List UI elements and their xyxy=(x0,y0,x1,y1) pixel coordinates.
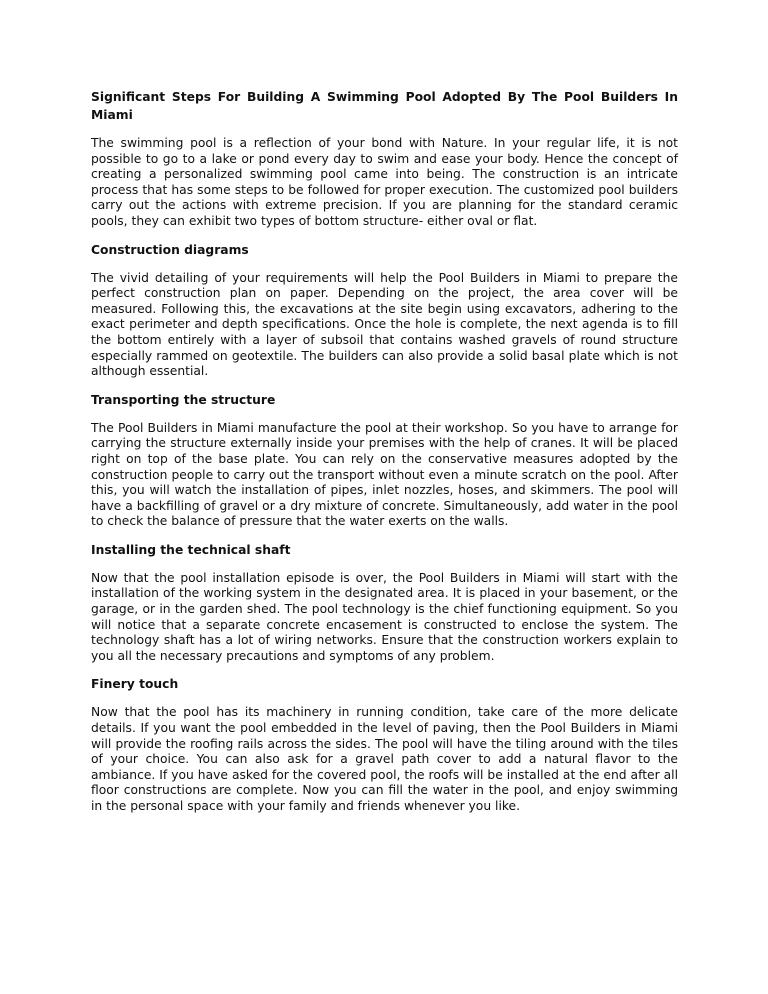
section-heading: Transporting the structure xyxy=(91,392,276,407)
section-finery-touch xyxy=(91,676,678,814)
section-heading: Construction diagrams xyxy=(91,242,249,257)
section-heading: Finery touch xyxy=(91,677,179,692)
section-paragraph: Now that the pool has its machinery in running condition, take care of the more delicate details. If you want the pool embedded in the level of paving, then the Pool Builders in Miami will provide the roofing rails across the sides. The pool will have the tiling around with the tiles of your choice. You can also ask for a gravel path cover to add a natural flavor to the ambiance. If you have asked for the covered pool, the roofs will be installed at the end after all floor constructions are complete. Now you can fill the water in the pool, and enjoy swimming in the personal space with your family and friends whenever you like. xyxy=(91,705,678,813)
section-paragraph: The Pool Builders in Miami manufacture the pool at their workshop. So you have to arrange for carrying the structure externally inside your premises with the help of cranes. It will be placed right on top of the base plate. You can rely on the conservative measures adopted by the construction people to carry out the transport without even a minute scratch on the pool. After this, you will watch the installation of pipes, inlet nozzles, hoses, and skimmers. The pool will have a backfilling of gravel or a dry mixture of concrete. Simultaneously, add water in the pool to check the balance of pressure that the water exerts on the walls. xyxy=(91,420,678,529)
document-title: Significant Steps For Building A Swimming Pool Adopted By The Pool Builders In Miami xyxy=(91,90,678,122)
section-transporting-structure xyxy=(91,392,678,530)
section-paragraph: The vivid detailing of your requirements will help the Pool Builders in Miami to prepare the perfect construction plan on paper. Depending on the project, the area cover will be measured. Following this, the excavations at the site begin using excavators, adhering to the exact perimeter and depth specifications. Once the hole is complete, the next agenda is to fill the bottom entirely with a layer of subsoil that contains washed gravels of round structure especially rammed on geotextile. The builders can also provide a solid basal plate which is not although essential. xyxy=(91,270,678,379)
intro-paragraph: The swimming pool is a reflection of your bond with Nature. In your regular life, it is not possible to go to a lake or pond every day to swim and ease your body. Hence the concept of creating a personalized swimming pool came into being. The construction is an intricate process that has some steps to be followed for proper execution. The customized pool builders carry out the actions with extreme precision. If you are planning for the standard ceramic pools, they can exhibit two types of bottom structure- either oval or flat. xyxy=(91,136,678,228)
section-heading: Installing the technical shaft xyxy=(91,542,291,557)
document-page xyxy=(91,88,678,827)
section-construction-diagrams xyxy=(91,242,678,380)
section-technical-shaft xyxy=(91,542,678,665)
section-paragraph: Now that the pool installation episode is over, the Pool Builders in Miami will start with the installation of the working system in the designated area. It is placed in your basement, or the garage, or in the garden shed. The pool technology is the chief functioning equipment. So you will notice that a separate concrete encasement is constructed to enclose the system. The technology shaft has a lot of wiring networks. Ensure that the construction workers explain to you all the necessary precautions and symptoms of any problem. xyxy=(91,570,678,663)
